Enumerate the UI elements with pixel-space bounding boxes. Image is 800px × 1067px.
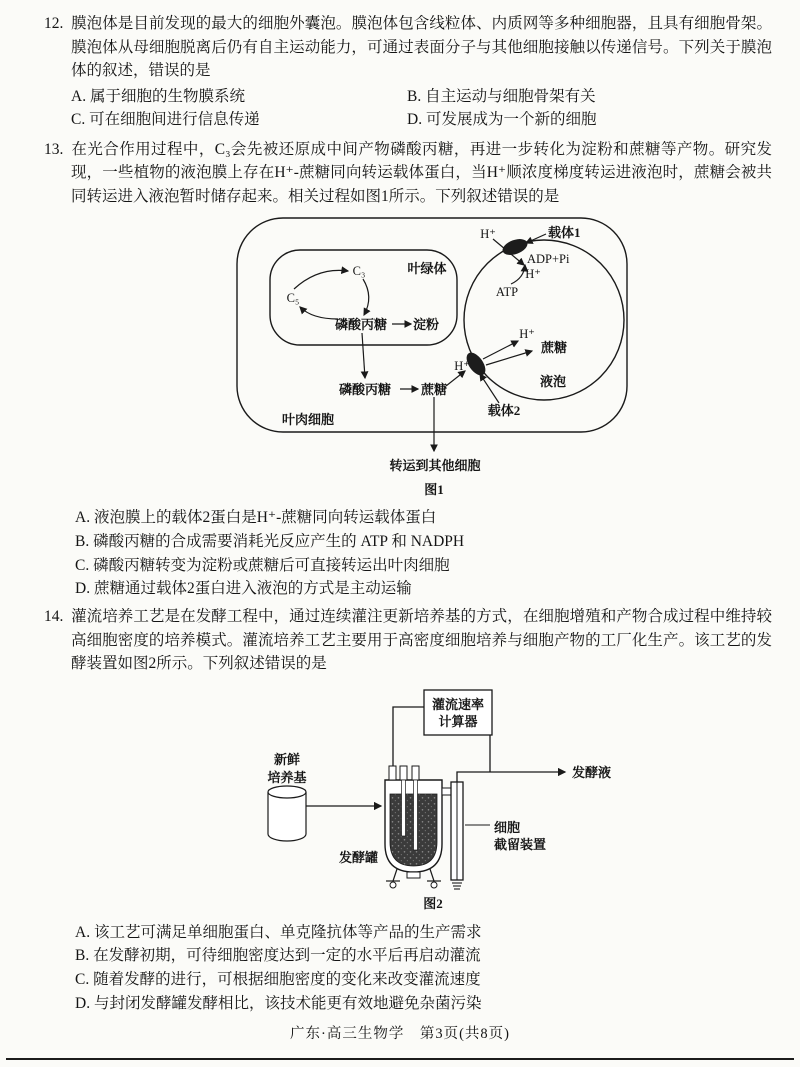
fig1-label-adp-pi: ADP+Pi: [527, 252, 570, 266]
fig2-label-retention-2: 截留装置: [494, 836, 547, 852]
fig2-label-fermenter: 发酵罐: [338, 849, 378, 865]
fig2-label-medium-1: 新鲜: [273, 751, 301, 767]
fig1-labels: [282, 225, 581, 497]
fermenter-drain: [407, 872, 420, 878]
medium-bottle-body: [268, 792, 306, 841]
page-footer: 广东·高三生物学 第3页(共8页): [290, 1026, 510, 1042]
fermenter-wheel-right: [431, 882, 437, 888]
fig2-label-retention-1: 细胞: [494, 819, 521, 835]
arrow-triose-export: [362, 333, 365, 378]
q13-option-b: B. 磷酸丙糖的合成需要消耗光反应产生的 ATP 和 NADPH: [75, 532, 465, 550]
fig1-label-carrier1: 载体1: [548, 225, 581, 240]
q14-option-b: B. 在发酵初期，可待细胞密度达到一定的水平后再启动灌流: [75, 947, 481, 965]
fermenter-leg-right: [430, 869, 434, 881]
arrow-c3-to-triose: [363, 279, 369, 315]
fig1-label-atp: ATP: [495, 285, 519, 299]
q13-stem-text: 在光合作用过程中，C₃会先被还原成中间产物磷酸丙糖，再进一步转化为淀粉和蔗糖等产物。研究发现，一些植物的液泡膜上存在H⁺-蔗糖同向转运载体蛋白，当H⁺顺浓度梯度转运进液泡时，蔗糖会被共同转运进入液泡暂时储存起来。相关过程如图1所示。下列叙述错误的是: [71, 140, 772, 205]
fig1-label-h-in1: H⁺: [525, 267, 541, 281]
fig1-label-chloroplast: 叶绿体: [407, 261, 447, 276]
q13-option-a: A. 液泡膜上的载体2蛋白是H⁺-蔗糖同向转运载体蛋白: [75, 509, 437, 526]
arrow-carrier2-sucrose-in: [486, 351, 532, 365]
q13-options: [44, 506, 772, 601]
q12-option-c: C. 可在细胞间进行信息传递: [71, 111, 260, 128]
q13-number: 13.: [44, 140, 64, 158]
q14-options: [44, 921, 772, 1016]
carrier1-protein: [500, 236, 529, 258]
q12-options: [44, 85, 772, 132]
q12-stem-text: 膜泡体是目前发现的最大的细胞外囊泡。膜泡体包含线粒体、内质网等多种细胞器，且具有细胞骨架。膜泡体从母细胞脱离后仍有自主运动能力，可通过表面分子与其他细胞接触以传递信号。下列关于膜泡体的叙述，错误的是: [71, 15, 772, 79]
outflow-line-arrow: [457, 772, 565, 782]
fermenter-inner-tube-2: [414, 780, 418, 850]
question-14: [44, 605, 772, 1016]
q12-option-a: A. 属于细胞的生物膜系统: [71, 87, 245, 105]
fig1-label-triose-out: 磷酸丙糖: [338, 382, 392, 397]
q12-option-b: B. 自主运动与细胞骨架有关: [407, 87, 596, 105]
fig1-label-vacuole: 液泡: [539, 374, 567, 389]
figure-1-caption: 图1: [424, 482, 444, 497]
q14-option-a: A. 该工艺可满足单细胞蛋白、单克隆抗体等产品的生产需求: [75, 923, 482, 941]
q14-stem-text: 灌流培养工艺是在发酵工程中，通过连续灌注更新培养基的方式，在细胞增殖和产物合成过程中维持较高细胞密度的培养模式。灌流培养工艺主要用于高密度细胞培养与细胞产物的工厂化生产。该工艺的发酵装置如图2所示。下列叙述错误的是: [71, 608, 772, 673]
fig1-label-starch: 淀粉: [412, 317, 440, 332]
fermenter-wheel-left: [390, 882, 396, 888]
q14-stem: [44, 605, 772, 676]
carrier1-leader-arrow: [526, 234, 546, 243]
tank-tube-connector: [442, 788, 451, 795]
fig1-label-carrier2: 载体2: [487, 403, 521, 418]
fig1-label-h-out2: H⁺: [454, 359, 470, 373]
fermenter-port-3: [412, 766, 419, 780]
fig1-label-mesophyll-cell: 叶肉细胞: [282, 412, 335, 427]
arrow-triose-to-c5: [300, 307, 338, 319]
fig2-label-broth: 发酵液: [572, 764, 612, 780]
fermenter-port-2: [400, 766, 407, 780]
q14-option-c: C. 随着发酵的进行，可根据细胞密度的变化来改变灌流速度: [75, 971, 481, 989]
q12-option-d: D. 可发展成为一个新的细胞: [407, 111, 597, 128]
figure-2-caption: 图2: [423, 895, 443, 911]
fig2-label-calculator-2: 计算器: [438, 713, 478, 729]
medium-bottle-top: [268, 786, 306, 798]
figure-1: [230, 212, 772, 504]
fig1-label-c3: C₃: [352, 264, 366, 278]
fig2-label-medium-2: 培养基: [267, 769, 307, 785]
figure-2-diagram: [235, 682, 635, 919]
fig1-label-sucrose-cyto: 蔗糖: [420, 382, 448, 397]
fig1-label-export: 转运到其他细胞: [389, 458, 481, 473]
fig1-label-triose-in: 磷酸丙糖: [334, 317, 388, 332]
arrow-c5-to-c3: [294, 270, 348, 289]
page-bottom-rule: [6, 1058, 794, 1060]
question-13: [44, 138, 772, 602]
fig1-label-h-out1: H⁺: [480, 227, 496, 241]
q14-option-d: D. 与封闭发酵罐发酵相比，该技术能更有效地避免杂菌污染: [75, 995, 482, 1013]
calculator-inflow-link: [393, 707, 424, 766]
fig2-label-calculator-1: 灌流速率: [431, 696, 485, 712]
fermenter-inner-tube-1: [402, 780, 406, 836]
arrow-sucrose-to-carrier2: [446, 371, 465, 386]
figure-2: [235, 682, 772, 919]
q13-option-d: D. 蔗糖通过载体2蛋白进入液泡的方式是主动运输: [75, 580, 412, 598]
fermenter-leg-left: [393, 869, 397, 881]
figure-1-diagram: [230, 212, 710, 504]
arrow-atp-to-adp: [511, 265, 525, 284]
question-12: [44, 12, 772, 132]
q12-number: 12.: [44, 15, 64, 32]
q13-stem: [44, 138, 772, 209]
fermenter-port-1: [389, 766, 396, 780]
q13-option-c: C. 磷酸丙糖转变为淀粉或蔗糖后可直接转运出叶肉细胞: [75, 556, 450, 574]
fig1-label-sucrose-vacuole: 蔗糖: [540, 340, 568, 355]
fig1-label-h-in2: H⁺: [519, 327, 535, 341]
q14-number: 14.: [44, 608, 64, 626]
fig1-label-c5: C₅: [286, 291, 300, 305]
q12-stem: [44, 12, 772, 83]
